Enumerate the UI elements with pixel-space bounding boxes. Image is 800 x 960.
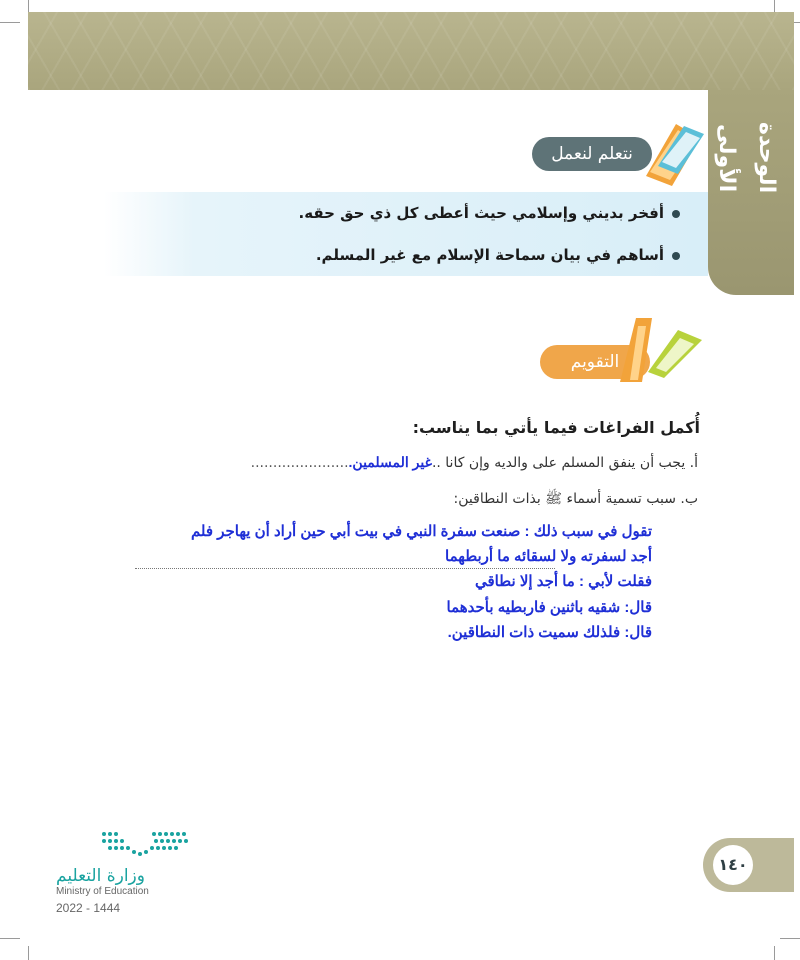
crop-mark xyxy=(774,946,775,960)
edition-year: 2022 - 1444 xyxy=(56,901,121,915)
question-a: أ. يجب أن ينفق المسلم على والديه وإن كانا ..غير المسلمين....................... xyxy=(250,454,698,471)
unit-tab xyxy=(708,90,794,295)
answer-b-line: قال: فلذلك سميت ذات النطاقين. xyxy=(447,624,652,641)
ministry-name-arabic: وزارة التعليم xyxy=(56,866,145,886)
page-number-tab xyxy=(703,838,794,892)
answer-b-line: فقلت لأبي : ما أجد إلا نطاقي xyxy=(474,573,652,590)
ministry-logo-icon xyxy=(98,828,190,860)
answer-a: غير المسلمين. xyxy=(348,454,432,470)
question-b: ب. سبب تسمية أسماء ﷺ بذات النطاقين: xyxy=(453,491,698,507)
crop-mark xyxy=(780,938,800,939)
answer-b-line: تقول في سبب ذلك : صنعت سفرة النبي في بيت أبي حين أراد أن يهاجر فلم xyxy=(190,523,652,540)
ministry-name-english: Ministry of Education xyxy=(56,886,149,897)
answer-b-line: قال: شقيه باثنين فاربطيه بأحدهما xyxy=(446,599,652,616)
pen-icon xyxy=(616,312,704,384)
answer-b-line: أجد لسفرته ولا لسقائه ما أربطهما xyxy=(445,548,652,565)
bullet-icon xyxy=(672,210,680,218)
goal-item: أساهم في بيان سماحة الإسلام مع غير المسلم. xyxy=(316,246,680,264)
bullet-icon xyxy=(672,252,680,260)
crop-mark xyxy=(0,22,20,23)
page-number: ١٤٠ xyxy=(713,845,753,885)
book-icon xyxy=(638,116,708,188)
crop-mark xyxy=(0,938,20,939)
unit-tab-label: الوحدة الأولى xyxy=(714,122,779,194)
goal-item: أفخر بديني وإسلامي حيث أعطى كل ذي حق حقه. xyxy=(299,204,680,222)
eval-heading: التقويم xyxy=(540,345,650,379)
learn-heading: نتعلم لنعمل xyxy=(532,137,652,171)
fill-line xyxy=(135,568,555,569)
header-band xyxy=(28,12,794,90)
crop-mark xyxy=(28,946,29,960)
question-title: أُكمل الفراغات فيما يأتي بما يناسب: xyxy=(412,418,700,437)
